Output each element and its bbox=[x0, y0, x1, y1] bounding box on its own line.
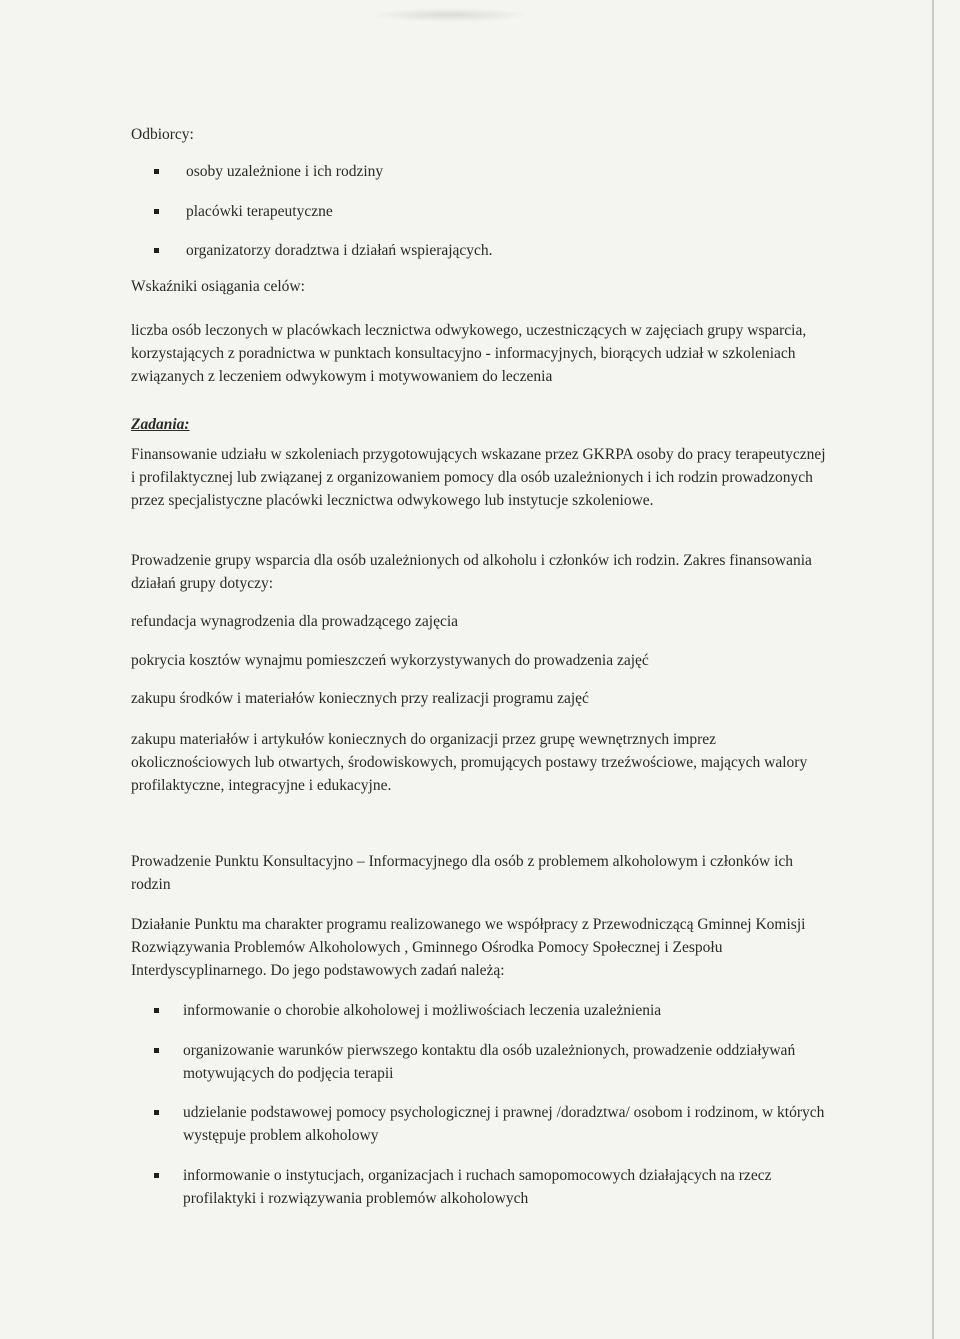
zadania-paragraph-6: zakupu materiałów i artykułów koniecznych do organizacji przez grupę wewnętrznych imprez okolicznościowych lub otwartych, środowiskowych, promujących postawy trzeźwościowe, mających walory profilaktyczne, integracyjne i edukacyjne. bbox=[131, 731, 808, 794]
list-item: osoby uzależnione i ich rodziny bbox=[131, 161, 831, 184]
list-item: organizatorzy doradztwa i działań wspierających. bbox=[131, 240, 831, 263]
scan-artifact bbox=[370, 8, 530, 22]
bullet-icon bbox=[154, 169, 159, 174]
list-item: informowanie o instytucjach, organizacjach i ruchach samopomocowych działających na rzecz profilaktyki i rozwiązywania problemów alkoholowych bbox=[131, 1165, 831, 1211]
zadania-paragraph-5: zakupu środków i materiałów koniecznych przy realizacji programu zajęć bbox=[131, 690, 589, 707]
list-item: organizowanie warunków pierwszego kontaktu dla osób uzależnionych, prowadzenie oddziaływań motywujących do podjęcia terapii bbox=[131, 1040, 831, 1086]
zadania-paragraph-4: pokrycia kosztów wynajmu pomieszczeń wykorzystywanych do prowadzenia zajęć bbox=[131, 652, 649, 669]
zadania-paragraph-2: Prowadzenie grupy wsparcia dla osób uzależnionych od alkoholu i członków ich rodzin. Zakres finansowania działań grupy dotyczy: bbox=[131, 552, 812, 592]
bullet-icon bbox=[154, 1008, 159, 1013]
wskazniki-body: liczba osób leczonych w placówkach lecznictwa odwykowego, uczestniczących w zajęciach grupy wsparcia, korzystających z poradnictwa w punktach konsultacyjno - informacyjnych, biorących udział w szkoleniach związanych z leczeniem odwykowym i motywowaniem do leczenia bbox=[131, 322, 807, 385]
list-item: placówki terapeutyczne bbox=[131, 201, 831, 224]
scan-page-edge bbox=[932, 0, 934, 1339]
bullet-icon bbox=[154, 209, 159, 214]
punkt-heading: Prowadzenie Punktu Konsultacyjno – Informacyjnego dla osób z problemem alkoholowym i członków ich rodzin bbox=[131, 853, 794, 893]
bullet-icon bbox=[154, 1048, 159, 1053]
wskazniki-heading: Wskaźniki osiągania celów: bbox=[131, 278, 305, 295]
zadania-paragraph-3: refundacja wynagrodzenia dla prowadzącego zajęcia bbox=[131, 613, 459, 630]
odbiorcy-heading: Odbiorcy: bbox=[131, 126, 194, 143]
bullet-icon bbox=[154, 1110, 159, 1115]
punkt-intro: Działanie Punktu ma charakter programu realizowanego we współpracy z Przewodniczącą Gminnej Komisji Rozwiązywania Problemów Alkoholowych , Gminnego Ośrodka Pomocy Społecznej i Zespołu Interdyscyplinarnego. Do jego podstawowych zadań należą: bbox=[131, 916, 806, 979]
list-item: udzielanie podstawowej pomocy psychologicznej i prawnej /doradztwa/ osobom i rodzinom, w których występuje problem alkoholowy bbox=[131, 1102, 831, 1148]
list-item: informowanie o chorobie alkoholowej i możliwościach leczenia uzależnienia bbox=[131, 1000, 831, 1023]
bullet-icon bbox=[154, 248, 159, 253]
bullet-icon bbox=[154, 1173, 159, 1178]
zadania-paragraph-1: Finansowanie udziału w szkoleniach przygotowujących wskazane przez GKRPA osoby do pracy terapeutycznej i profilaktycznej lub związanej z organizowaniem pomocy dla osób uzależnionych i ich rodzin prowadzonych przez specjalistyczne placówki lecznictwa odwykowego lub instytucje szkoleniowe. bbox=[131, 446, 826, 509]
zadania-heading: Zadania: bbox=[131, 416, 190, 433]
